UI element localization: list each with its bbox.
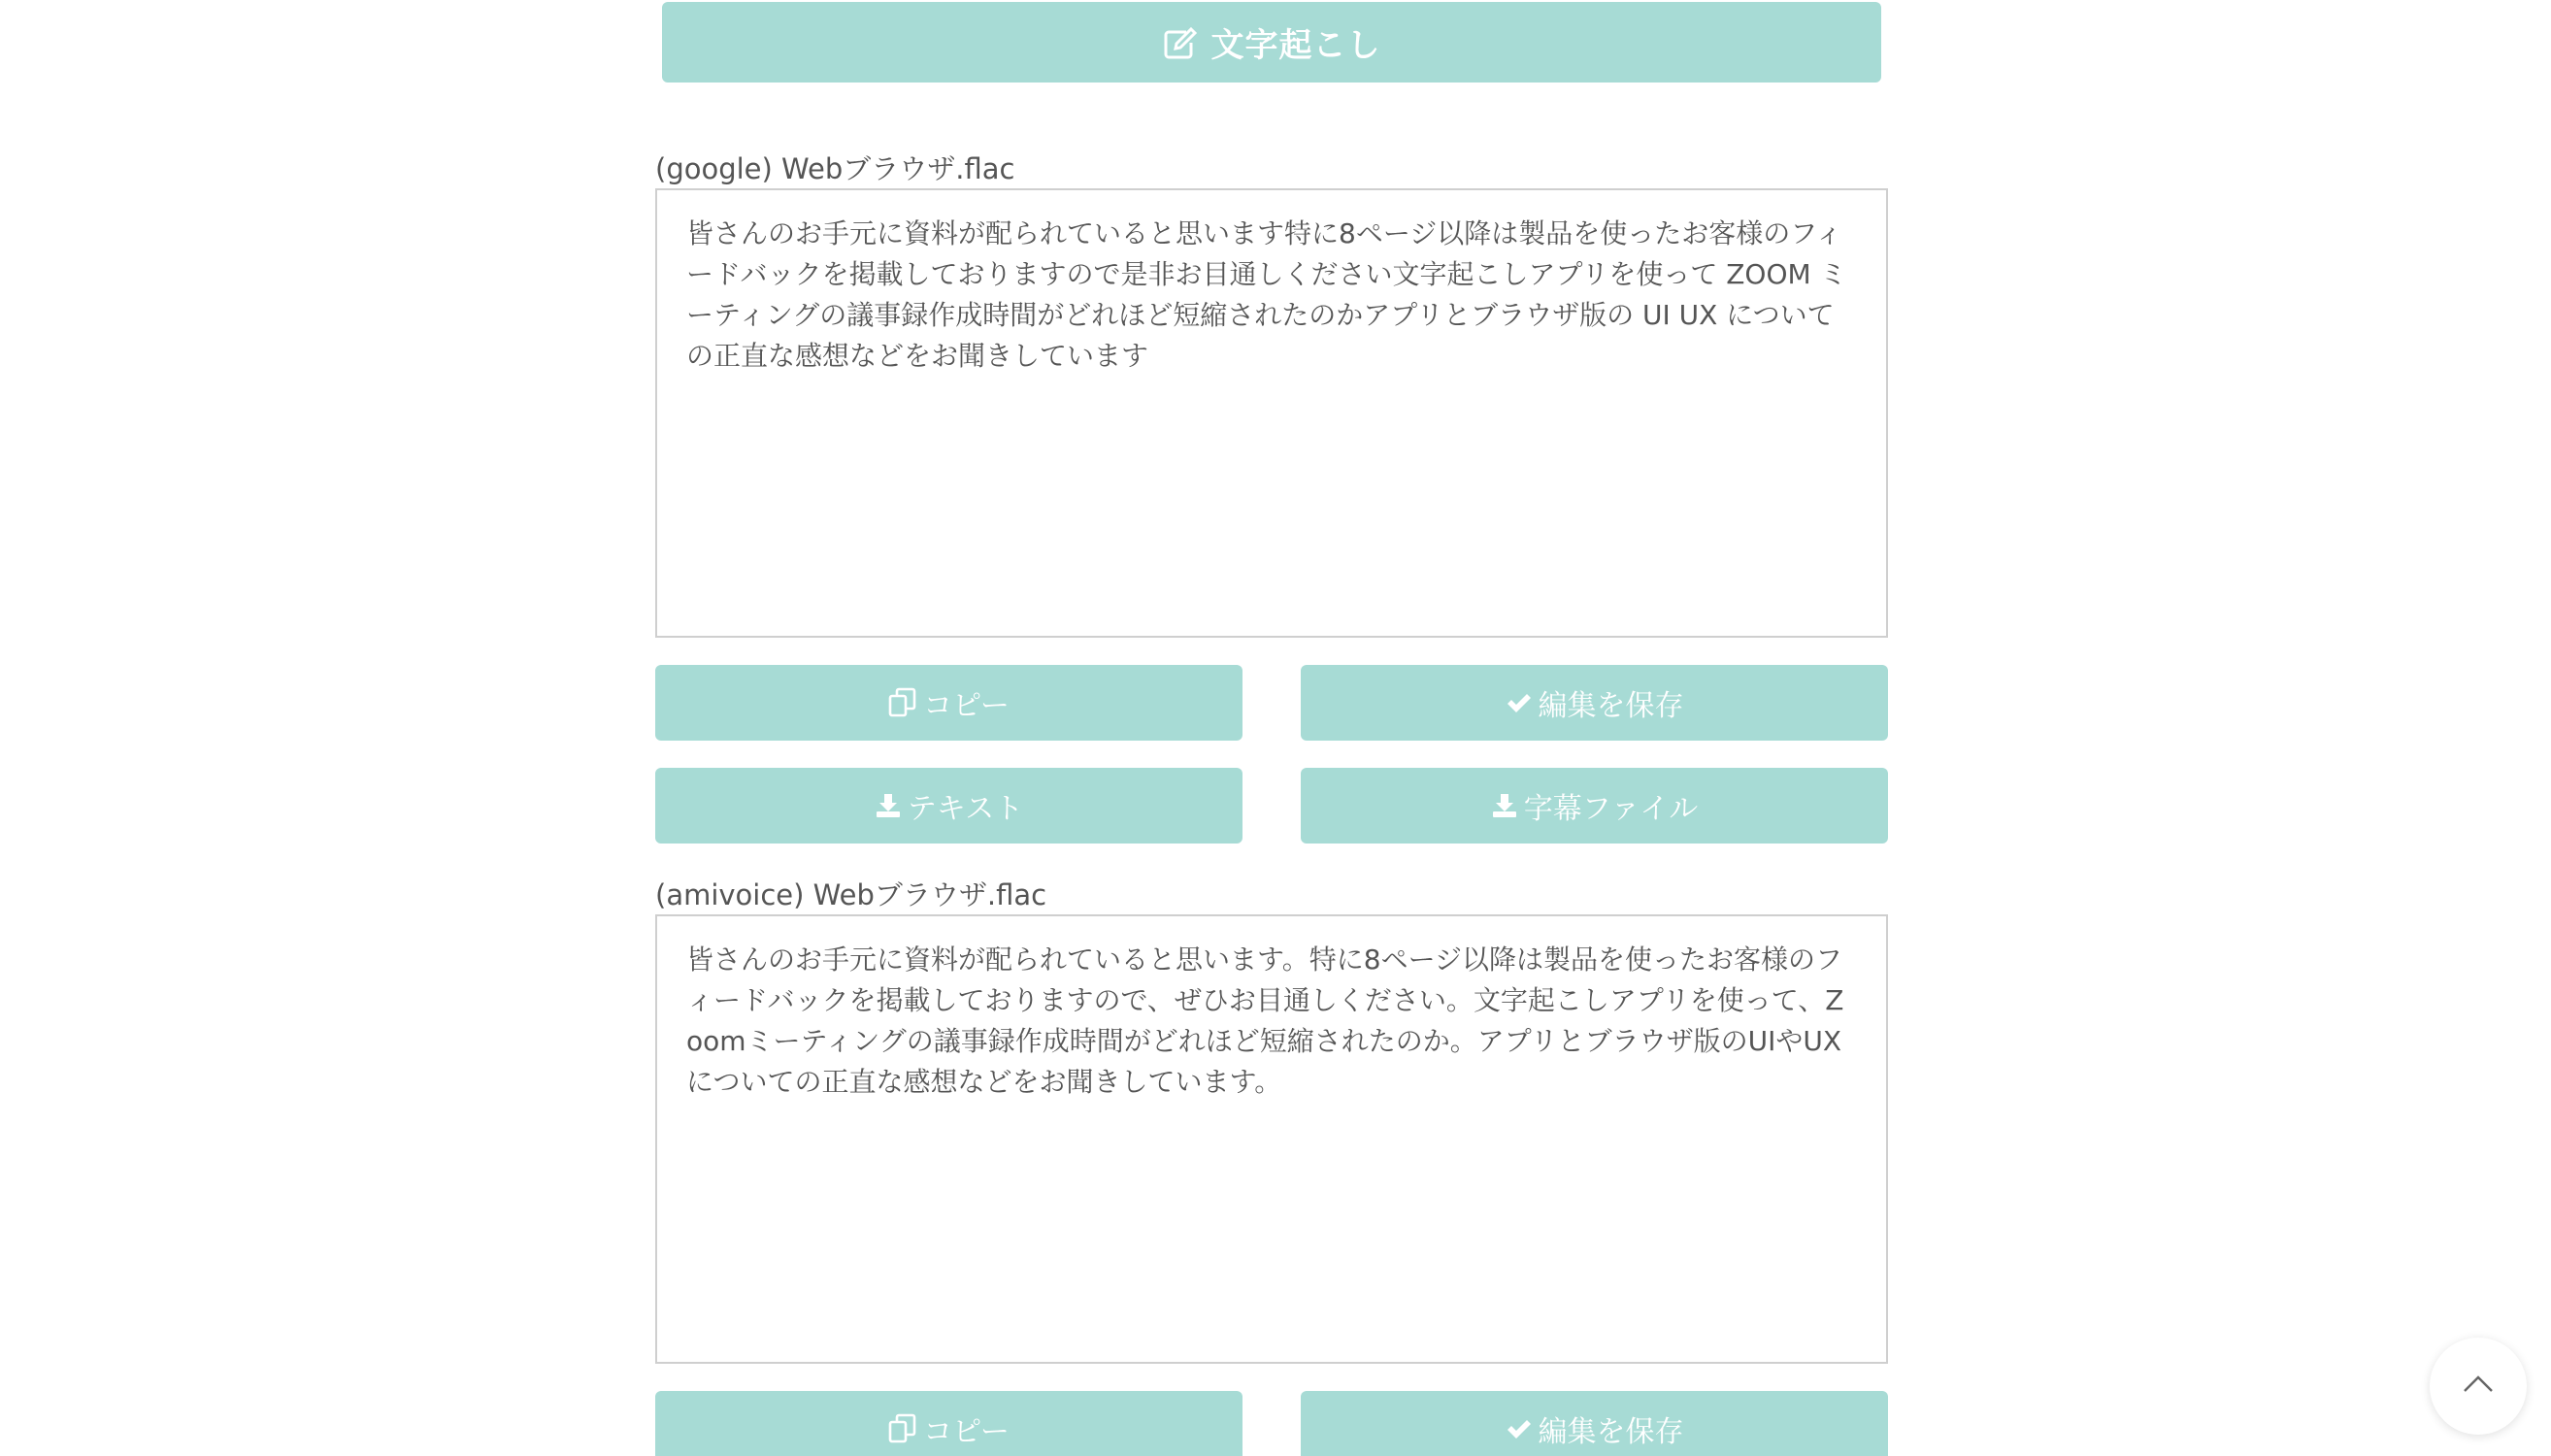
result-filename-google: (google) Webブラウザ.flac bbox=[655, 152, 1015, 185]
result-filename-amivoice: (amivoice) Webブラウザ.flac bbox=[655, 878, 1047, 911]
transcribe-label: 文字起こし bbox=[1210, 26, 1381, 65]
copy-icon bbox=[888, 1413, 917, 1444]
copy-label: コピー bbox=[923, 1415, 1010, 1449]
save-edit-button-amivoice[interactable] bbox=[1301, 1391, 1888, 1456]
transcript-textarea-google[interactable]: 皆さんのお手元に資料が配られていると思います特に8ページ以降は製品を使ったお客様のフィードバックを掲載しておりますので是非お目通しください文字起こしアプリを使って ZOOM ミーティングの議事録作成時間がどれほど短縮されたのかアプリとブラウザ版の UI UX についての正直な感想などをお聞きしています bbox=[655, 188, 1888, 638]
download-icon bbox=[1491, 792, 1518, 819]
check-icon bbox=[1506, 1417, 1533, 1440]
copy-label: コピー bbox=[923, 689, 1010, 723]
check-icon bbox=[1506, 691, 1533, 714]
download-subtitle-label: 字幕ファイル bbox=[1523, 792, 1699, 826]
download-subtitle-button-google[interactable] bbox=[1301, 768, 1888, 844]
copy-button-amivoice[interactable] bbox=[655, 1391, 1242, 1456]
download-text-label: テキスト bbox=[907, 792, 1024, 826]
copy-button-google[interactable] bbox=[655, 665, 1242, 741]
transcribe-button[interactable] bbox=[662, 2, 1881, 83]
chevron-up-icon bbox=[2462, 1374, 2495, 1398]
save-edit-label: 編集を保存 bbox=[1538, 1415, 1684, 1449]
save-edit-button-google[interactable] bbox=[1301, 665, 1888, 741]
transcript-textarea-amivoice[interactable]: 皆さんのお手元に資料が配られていると思います。特に8ページ以降は製品を使ったお客様のフィードバックを掲載しておりますので、ぜひお目通しください。文字起こしアプリを使って、Zoomミーティングの議事録作成時間がどれほど短縮されたのか。アプリとブラウザ版のUIやUXについての正直な感想などをお聞きしています。 bbox=[655, 914, 1888, 1364]
scroll-to-top-button[interactable] bbox=[2430, 1338, 2527, 1435]
edit-icon bbox=[1163, 26, 1198, 59]
download-icon bbox=[875, 792, 902, 819]
download-text-button-google[interactable] bbox=[655, 768, 1242, 844]
save-edit-label: 編集を保存 bbox=[1538, 689, 1684, 723]
copy-icon bbox=[888, 687, 917, 718]
